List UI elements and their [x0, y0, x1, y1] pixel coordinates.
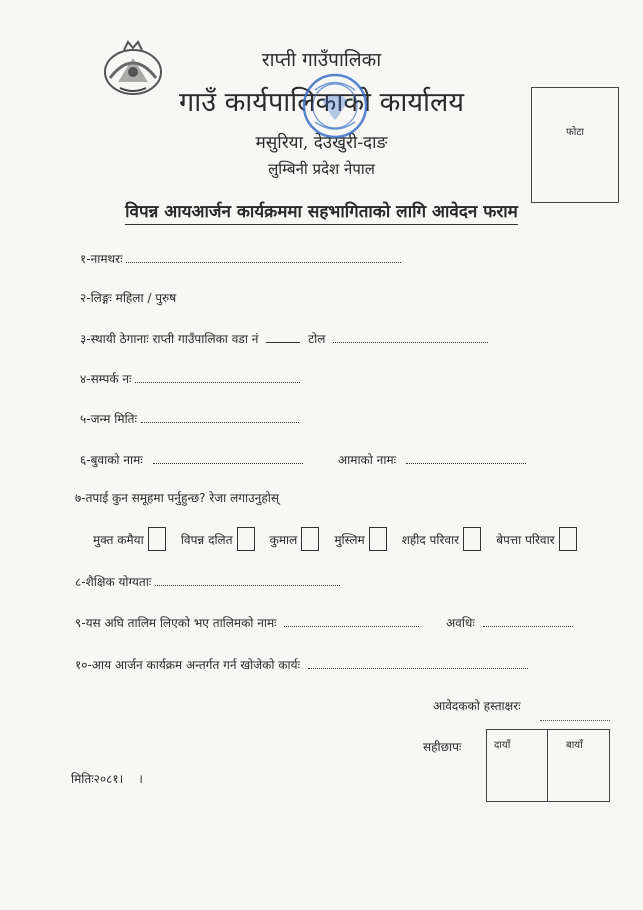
group-question: ७-तपाई कुन समूहमा पर्नुहुन्छ? रेजा लगाउनुहोस्: [75, 491, 279, 505]
photo-box: [531, 87, 619, 203]
signature-line[interactable]: [540, 720, 610, 721]
photo-label: फोटा: [566, 127, 584, 138]
group-option: [334, 527, 386, 551]
ward-number-field[interactable]: [266, 342, 300, 343]
group-options: [93, 527, 577, 551]
education-field[interactable]: [155, 584, 340, 586]
group-checkbox-shahid-pariwar[interactable]: [463, 527, 481, 551]
mother-name-field[interactable]: [406, 462, 526, 464]
form-title: विपन्न आयआर्जन कार्यक्रममा सहभागिताको लागि आवेदन फराम: [125, 202, 518, 225]
province-name: लुम्बिनी प्रदेश नेपाल: [268, 160, 375, 178]
group-option: [270, 527, 320, 551]
duration-field[interactable]: [483, 625, 573, 627]
group-option: [496, 527, 576, 551]
right-thumb-label: दायाँ: [494, 740, 511, 751]
education-label: ८-शैक्षिक योग्यताः: [75, 575, 152, 589]
group-option-label: विपन्न दलित: [180, 532, 233, 547]
group-option: [93, 527, 166, 551]
contact-label: ४-सम्पर्क नः: [80, 372, 132, 386]
office-address: मसुरिया, देउखुरी-दाङ: [255, 133, 388, 153]
group-checkbox-mukta-kamaiya[interactable]: [148, 527, 166, 551]
mother-name-label: आमाको नामः: [338, 453, 397, 467]
program-label: १०-आय आर्जन कार्यक्रम अन्तर्गत गर्न खोजेको कार्यः: [75, 658, 301, 672]
group-option: [181, 527, 255, 551]
program-field[interactable]: [308, 667, 528, 669]
name-field[interactable]: [126, 261, 401, 263]
address-label: ३-स्थायी ठेगानाः राप्ती गाउँपालिका वडा नं: [80, 332, 259, 346]
group-option-label: बेपत्ता परिवार: [496, 532, 555, 547]
group-option-label: शहीद परिवार: [401, 532, 460, 547]
dob-label: ५-जन्म मितिः: [80, 412, 137, 426]
thumbprint-box: [486, 729, 610, 802]
group-checkbox-kumal[interactable]: [301, 527, 319, 551]
applicant-signature-label: आवेदकको हस्ताक्षरः: [433, 699, 521, 713]
group-checkbox-bipanna-dalit[interactable]: [237, 527, 255, 551]
training-field[interactable]: [284, 625, 419, 627]
left-thumb-label: बायाँ: [566, 740, 583, 751]
group-checkbox-muslim[interactable]: [369, 527, 387, 551]
father-name-label: ६-बुवाको नामः: [80, 453, 143, 467]
group-option-label: मुस्लिम: [334, 532, 365, 547]
duration-label: अवधिः: [446, 616, 475, 630]
dob-field[interactable]: [141, 421, 299, 423]
father-name-field[interactable]: [153, 462, 303, 464]
tole-label: टोल: [308, 332, 326, 346]
date-label: मितिः२०८१। ।: [71, 772, 143, 786]
thumbprint-divider: [547, 730, 548, 801]
name-label: १-नामथरः: [80, 252, 123, 266]
training-label: ९-यस अघि तालिम लिएको भए तालिमको नामः: [75, 616, 277, 630]
gender-label: २-लिङ्गः महिला / पुरुष: [80, 291, 177, 305]
group-option-label: मुक्त कमैया: [93, 532, 144, 547]
tole-field[interactable]: [333, 341, 488, 343]
contact-field[interactable]: [135, 381, 300, 383]
group-option: [402, 527, 481, 551]
thumbprint-label: सहीछापः: [423, 740, 462, 754]
group-checkbox-bepatta-pariwar[interactable]: [559, 527, 577, 551]
group-option-label: कुमाल: [269, 532, 298, 547]
municipality-name: राप्ती गाउँपालिका: [261, 49, 382, 71]
office-seal-stamp: [300, 70, 370, 142]
office-title: गाउँ कार्यपालिकाको कार्यालय: [179, 87, 464, 118]
